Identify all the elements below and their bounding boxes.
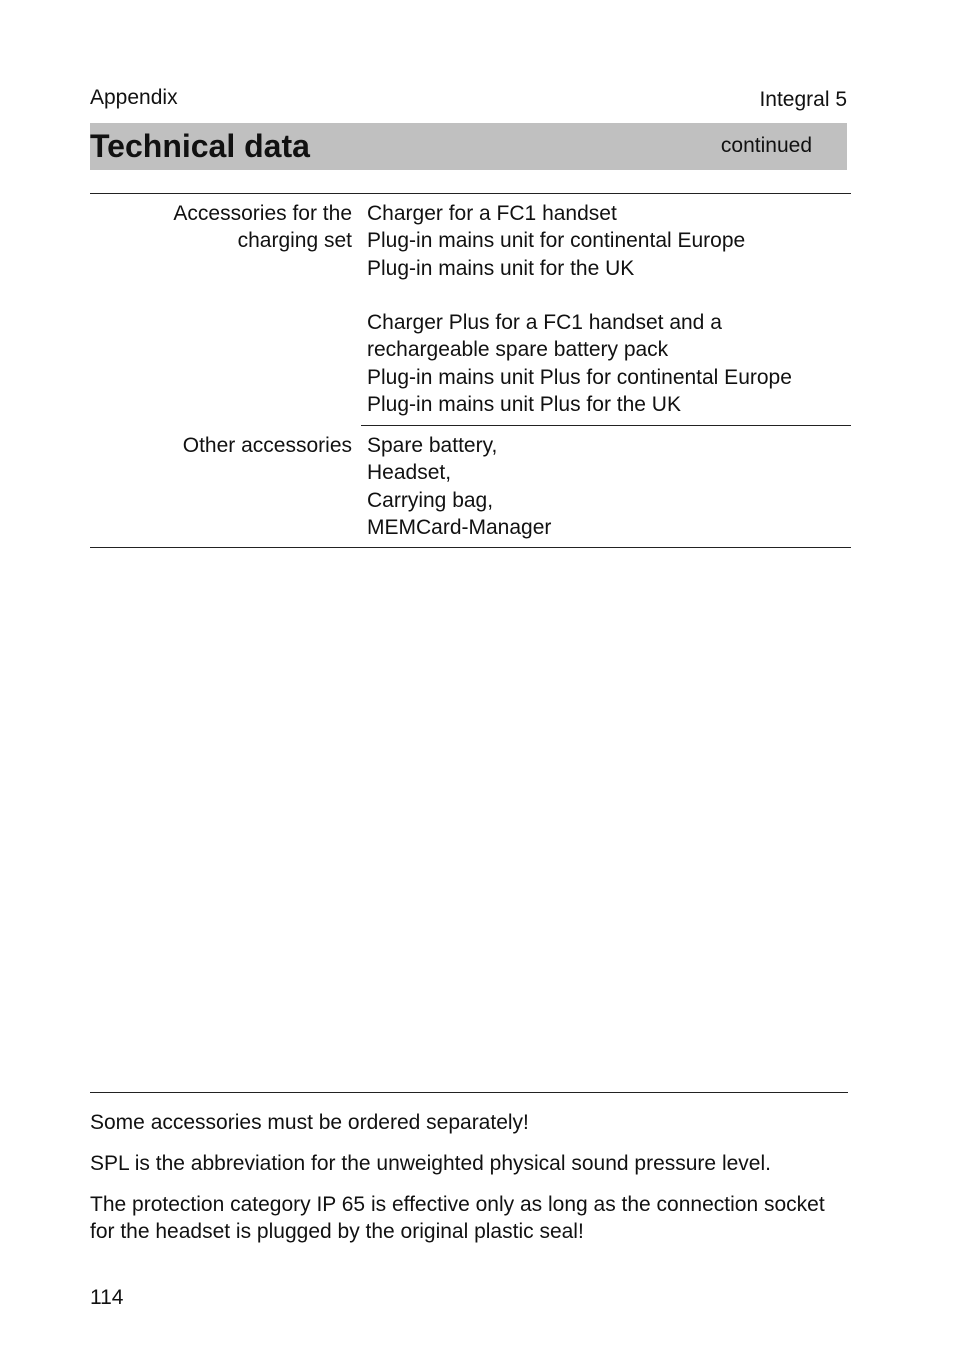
notes-top-rule bbox=[90, 1092, 848, 1093]
row-label-line: charging set bbox=[237, 229, 352, 253]
spacer bbox=[367, 282, 792, 309]
header-section-label: Appendix bbox=[90, 86, 178, 109]
footnote: SPL is the abbreviation for the unweighted physical sound pressure level. bbox=[90, 1152, 771, 1175]
list-item: MEMCard-Manager bbox=[367, 515, 552, 539]
continued-label: continued bbox=[720, 134, 812, 157]
list-item: Plug-in mains unit for the UK bbox=[367, 256, 635, 280]
row-label-line: Accessories for the bbox=[173, 202, 352, 225]
row-values-charging-set bbox=[367, 200, 792, 418]
row-divider bbox=[361, 425, 851, 426]
page-number: 114 bbox=[90, 1286, 124, 1309]
list-item: Plug-in mains unit for continental Europe bbox=[367, 229, 746, 253]
list-item: Carrying bag, bbox=[367, 488, 494, 512]
list-item: Charger Plus for a FC1 handset and a bbox=[367, 311, 722, 335]
footnote: The protection category IP 65 is effective only as long as the connection socket for the headset is plugged by the original plastic seal! bbox=[90, 1193, 825, 1243]
row-label-charging-set bbox=[173, 200, 352, 255]
table-bottom-rule bbox=[90, 547, 851, 548]
row-values-other-accessories bbox=[367, 432, 551, 541]
row-label-other-accessories bbox=[183, 432, 352, 459]
footnotes bbox=[90, 1109, 850, 1259]
footnote: Some accessories must be ordered separately! bbox=[90, 1111, 529, 1134]
row-label-line: Other accessories bbox=[182, 434, 352, 457]
list-item: rechargeable spare battery pack bbox=[367, 338, 669, 362]
list-item: Spare battery, bbox=[367, 434, 498, 457]
list-item: Plug-in mains unit Plus for the UK bbox=[367, 393, 681, 417]
table-top-rule bbox=[90, 193, 851, 194]
list-item: Charger for a FC1 handset bbox=[367, 202, 617, 225]
page-title: Technical data bbox=[90, 128, 310, 164]
title-bar bbox=[90, 123, 847, 170]
list-item: Plug-in mains unit Plus for continental Europe bbox=[367, 365, 792, 389]
header-product-label: Integral 5 bbox=[759, 88, 847, 111]
list-item: Headset, bbox=[367, 461, 452, 485]
